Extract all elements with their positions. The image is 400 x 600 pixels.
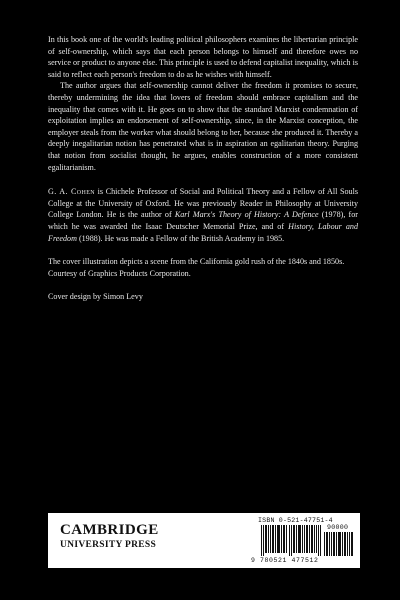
price-addon-barcode: [324, 532, 354, 556]
ean-digits: 9 780521 477512: [251, 557, 319, 564]
cover-design-credit: Cover design by Simon Levy: [48, 292, 143, 302]
author-bio: [48, 186, 358, 244]
publisher-barcode-panel: [48, 513, 360, 568]
isbn-label: ISBN 0-521-47751-4: [258, 517, 333, 524]
author-bio-text-2: (1978), for which he was awarded the Isaac Deutscher Memorial Prize, and of: [48, 210, 358, 231]
barcode-addon-digits: 90000: [327, 524, 349, 531]
cover-text-block: [48, 34, 358, 303]
author-name: G. A. Cohen: [48, 187, 96, 197]
publisher-name: CAMBRIDGE: [60, 522, 159, 538]
author-bio-text-3: (1988). He was made a Fellow of the British Academy in 1985.: [76, 233, 285, 243]
description-paragraph-1: In this book one of the world's leading political philosophers examines the libertarian principle of self-ownership, which says that each person belongs to himself and therefore owes no service or product to anyone else. This principle is used to defend capitalist inequality, which is said to reflect each person's freedom to do as he wishes with himself.: [48, 35, 358, 79]
description-paragraph-2: The author argues that self-ownership cannot deliver the freedom it promises to secure, thereby undermining the idea that lovers of freedom should embrace capitalism and the inequality that comes with it. He goes on to show that the standard Marxist condemnation of exploitation implies an endorsement of self-ownership, since, in the Marxist conception, the employer steals from the worker what should belong to her, because she produced it. Thereby a deeply inegalitarian notion has penetrated what is in aspiration an egalitarian theory. Purging that notion from socialist thought, he argues, enables construction of a more consistent egalitarianism.: [48, 81, 358, 172]
author-bio-text-1: is Chichele Professor of Social and Political Theory and a Fellow of All Souls College at the University of Oxford. He was previously Reader in Philosophy at University College London. He is the author of: [48, 187, 358, 220]
publisher-logo: [54, 519, 186, 555]
book-title-2: History, Labour and Freedom: [48, 221, 358, 243]
cover-illustration-note: The cover illustration depicts a scene from the California gold rush of the 1840s and 1850s. Courtesy of Graphics Products Corporation.: [48, 257, 345, 278]
book-title-1: Karl Marx's Theory of History: A Defence: [174, 210, 319, 220]
publisher-subname: UNIVERSITY PRESS: [60, 540, 157, 550]
ean-barcode: [261, 525, 321, 556]
